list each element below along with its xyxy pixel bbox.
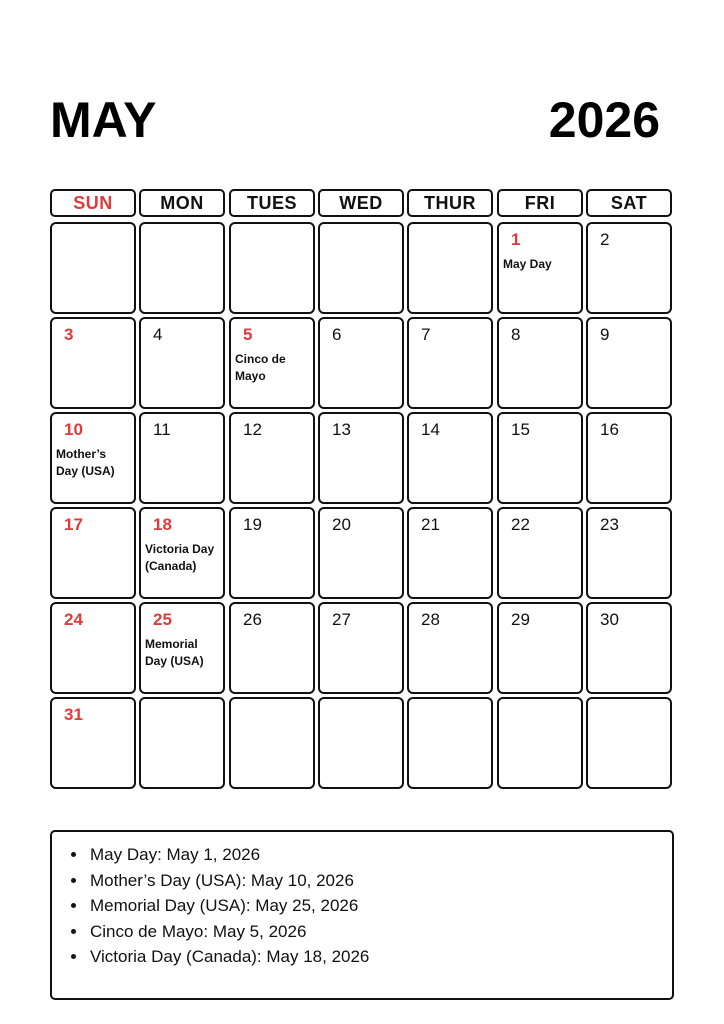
- day-cell-29: [497, 602, 583, 694]
- day-number: 29: [511, 610, 530, 629]
- day-cell-5: [229, 317, 315, 409]
- empty-day-cell: [407, 222, 493, 314]
- empty-day-cell: [229, 222, 315, 314]
- day-cell-27: [318, 602, 404, 694]
- holiday-label: Cinco de Mayo: [235, 352, 286, 383]
- day-number: 10: [64, 420, 83, 439]
- legend-item: • Victoria Day (Canada): May 18, 2026: [88, 944, 672, 970]
- day-cell-13: [318, 412, 404, 504]
- weekday-header-wed: WED: [318, 189, 404, 217]
- weekday-header-mon: MON: [139, 189, 225, 217]
- empty-day-cell: [229, 697, 315, 789]
- legend-item: • May Day: May 1, 2026: [88, 842, 672, 868]
- day-number: 15: [511, 420, 530, 439]
- empty-day-cell: [586, 697, 672, 789]
- weekday-header-sun: SUN: [50, 189, 136, 217]
- legend-item: • Cinco de Mayo: May 5, 2026: [88, 919, 672, 945]
- year-title: 2026: [548, 92, 660, 148]
- day-cell-11: [139, 412, 225, 504]
- day-cell-24: [50, 602, 136, 694]
- day-number: 6: [332, 325, 342, 344]
- day-number: 27: [332, 610, 351, 629]
- day-cell-17: [50, 507, 136, 599]
- day-number: 24: [64, 610, 83, 629]
- empty-day-cell: [50, 222, 136, 314]
- day-cell-18: [139, 507, 225, 599]
- holiday-label: Victoria Day (Canada): [145, 542, 215, 573]
- day-number: 12: [243, 420, 262, 439]
- day-cell-6: [318, 317, 404, 409]
- day-cell-26: [229, 602, 315, 694]
- empty-day-cell: [497, 697, 583, 789]
- day-number: 9: [600, 325, 610, 344]
- weekday-header-thur: THUR: [407, 189, 493, 217]
- day-number: 7: [421, 325, 431, 344]
- day-cell-16: [586, 412, 672, 504]
- day-number: 5: [243, 325, 253, 344]
- day-cell-3: [50, 317, 136, 409]
- holiday-legend: [50, 830, 674, 1000]
- day-number: 21: [421, 515, 440, 534]
- day-cell-4: [139, 317, 225, 409]
- day-cell-15: [497, 412, 583, 504]
- day-number: 14: [421, 420, 440, 439]
- empty-day-cell: [318, 222, 404, 314]
- holiday-label: May Day: [503, 257, 552, 271]
- day-number: 23: [600, 515, 619, 534]
- empty-day-cell: [139, 697, 225, 789]
- day-cell-20: [318, 507, 404, 599]
- holiday-legend-list: [52, 832, 672, 970]
- day-number: 11: [153, 420, 171, 439]
- day-cell-23: [586, 507, 672, 599]
- day-cell-8: [497, 317, 583, 409]
- day-cell-9: [586, 317, 672, 409]
- day-cell-25: [139, 602, 225, 694]
- day-cell-31: [50, 697, 136, 789]
- day-cell-19: [229, 507, 315, 599]
- empty-day-cell: [318, 697, 404, 789]
- day-number: 13: [332, 420, 351, 439]
- empty-day-cell: [407, 697, 493, 789]
- day-number: 19: [243, 515, 262, 534]
- day-number: 16: [600, 420, 619, 439]
- day-number: 22: [511, 515, 530, 534]
- day-number: 31: [64, 705, 83, 724]
- day-number: 18: [153, 515, 172, 534]
- day-number: 28: [421, 610, 440, 629]
- day-cell-7: [407, 317, 493, 409]
- day-cell-12: [229, 412, 315, 504]
- day-number: 25: [153, 610, 172, 629]
- empty-day-cell: [139, 222, 225, 314]
- legend-item: • Memorial Day (USA): May 25, 2026: [88, 893, 672, 919]
- weekday-header-tues: TUES: [229, 189, 315, 217]
- holiday-label: Mother’s Day (USA): [56, 447, 115, 478]
- day-cell-10: [50, 412, 136, 504]
- legend-item: • Mother’s Day (USA): May 10, 2026: [88, 868, 672, 894]
- day-cell-21: [407, 507, 493, 599]
- day-number: 4: [153, 325, 163, 344]
- day-number: 3: [64, 325, 74, 344]
- month-title: MAY: [50, 92, 157, 148]
- day-number: 2: [600, 230, 610, 249]
- day-number: 30: [600, 610, 619, 629]
- day-number: 1: [511, 230, 521, 249]
- day-cell-2: [586, 222, 672, 314]
- day-number: 20: [332, 515, 351, 534]
- day-cell-14: [407, 412, 493, 504]
- day-cell-28: [407, 602, 493, 694]
- day-cell-1: [497, 222, 583, 314]
- day-cell-22: [497, 507, 583, 599]
- weekday-header-sat: SAT: [586, 189, 672, 217]
- day-cell-30: [586, 602, 672, 694]
- day-number: 17: [64, 515, 83, 534]
- day-number: 8: [511, 325, 521, 344]
- holiday-label: Memorial Day (USA): [145, 637, 204, 668]
- weekday-header-fri: FRI: [497, 189, 583, 217]
- day-number: 26: [243, 610, 262, 629]
